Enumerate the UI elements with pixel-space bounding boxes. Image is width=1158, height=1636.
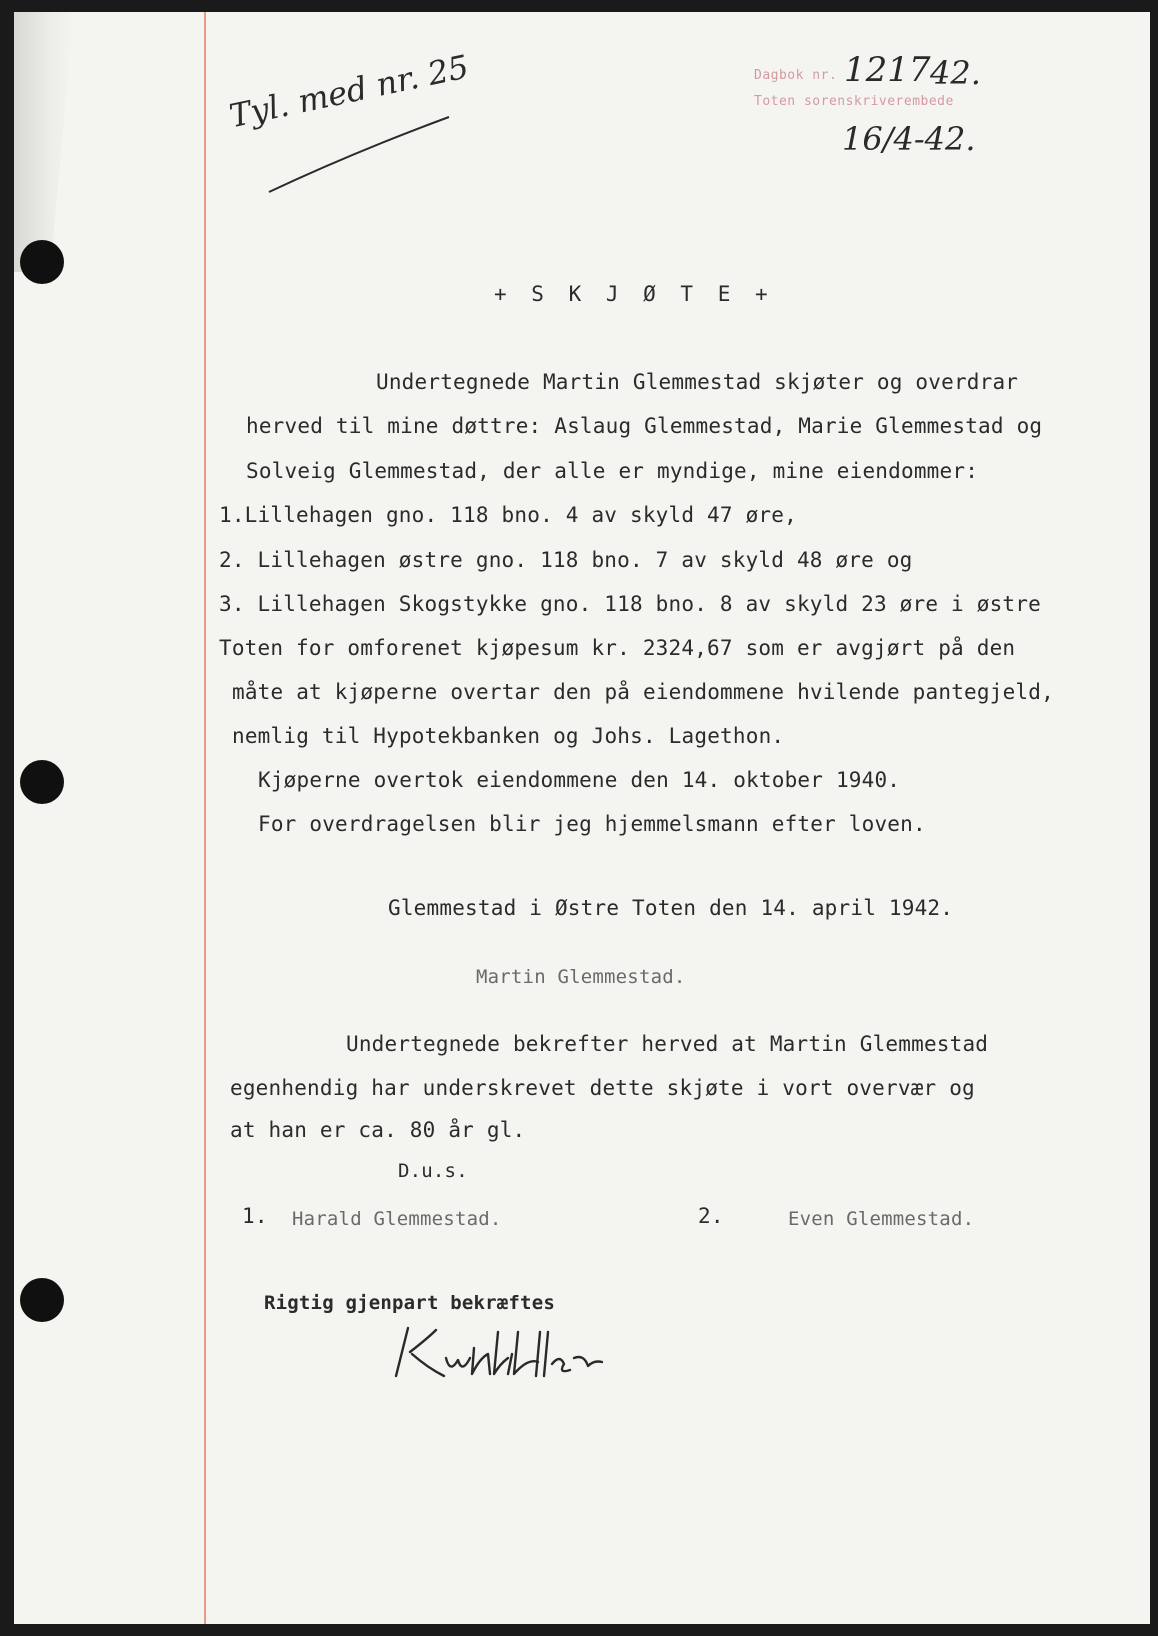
document-page	[14, 12, 1150, 1624]
dagbok-stamp-label: Dagbok nr.	[754, 68, 838, 83]
body-line: herved til mine døttre: Aslaug Glemmestad, Marie Glemmestad og	[246, 414, 1043, 438]
handwritten-dagbok-number: 1217	[844, 50, 931, 90]
punch-hole	[20, 1278, 64, 1322]
body-line: Toten for omforenet kjøpesum kr. 2324,67 som er avgjørt på den	[219, 636, 1016, 660]
property-line: 3. Lillehagen Skogstykke gno. 118 bno. 8 av skyld 23 øre i østre	[219, 592, 1041, 616]
witness-1-number: 1.	[242, 1204, 268, 1228]
body-line: For overdragelsen blir jeg hjemmelsmann efter loven.	[258, 812, 926, 836]
body-line: nemlig til Hypotekbanken og Johs. Lagethon.	[232, 724, 785, 748]
property-line: 2. Lillehagen østre gno. 118 bno. 7 av skyld 48 øre og	[219, 548, 913, 572]
witness-line: Undertegnede bekrefter herved at Martin Glemmestad	[346, 1032, 989, 1056]
document-title: + S K J Ø T E +	[494, 282, 774, 306]
body-line: måte at kjøperne overtar den på eiendommene hvilende pantegjeld,	[232, 680, 1054, 704]
place-date: Glemmestad i Østre Toten den 14. april 1942.	[388, 896, 954, 920]
body-line: Undertegnede Martin Glemmestad skjøter og overdrar	[376, 370, 1019, 394]
witness-1-name: Harald Glemmestad.	[292, 1208, 502, 1230]
signer-name: Martin Glemmestad.	[476, 966, 686, 988]
certification-text: Rigtig gjenpart bekræftes	[264, 1292, 555, 1314]
witness-line: at han er ca. 80 år gl.	[230, 1118, 526, 1142]
handwritten-year: 42.	[930, 54, 981, 92]
body-line: Solveig Glemmestad, der alle er myndige, mine eiendommer:	[246, 459, 979, 483]
office-stamp-label: Toten sorenskriverembede	[754, 94, 954, 109]
handwritten-date: 16/4-42.	[842, 120, 976, 158]
handwritten-underline	[264, 112, 464, 202]
punch-hole	[20, 240, 64, 284]
margin-rule	[204, 12, 206, 1624]
witness-line: egenhendig har underskrevet dette skjøte i vort overvær og	[230, 1076, 975, 1100]
punch-hole	[20, 760, 64, 804]
handwritten-note: Tyl. med nr. 25	[226, 47, 472, 136]
handwritten-signature	[388, 1318, 648, 1388]
witness-2-name: Even Glemmestad.	[788, 1208, 975, 1230]
body-line: Kjøperne overtok eiendommene den 14. oktober 1940.	[258, 768, 901, 792]
folded-corner	[14, 12, 74, 272]
property-line: 1.Lillehagen gno. 118 bno. 4 av skyld 47 øre,	[219, 503, 797, 527]
dus-abbreviation: D.u.s.	[398, 1160, 468, 1182]
witness-2-number: 2.	[698, 1204, 724, 1228]
